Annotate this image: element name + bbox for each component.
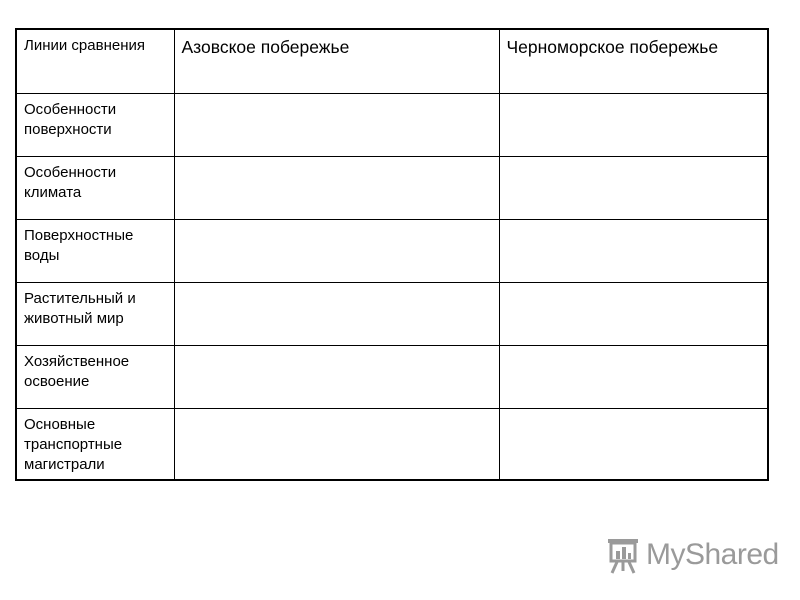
table-row bbox=[16, 156, 768, 219]
table-row bbox=[16, 282, 768, 345]
table-row bbox=[16, 345, 768, 408]
azov-value-cell bbox=[174, 408, 499, 480]
row-label-cell: Особенности поверхности bbox=[16, 93, 174, 156]
row-label-cell: Поверхностные воды bbox=[16, 219, 174, 282]
watermark-text: MyShared bbox=[646, 538, 779, 571]
row-label-cell: Хозяйственное освоение bbox=[16, 345, 174, 408]
black-sea-value-cell bbox=[499, 93, 768, 156]
table-row bbox=[16, 93, 768, 156]
azov-value-cell bbox=[174, 282, 499, 345]
presentation-board-icon bbox=[606, 535, 640, 575]
header-label-cell: Линии сравнения bbox=[16, 29, 174, 93]
row-label-cell: Основные транспортные магистрали bbox=[16, 408, 174, 480]
black-sea-value-cell bbox=[499, 408, 768, 480]
azov-value-cell bbox=[174, 156, 499, 219]
table-header-row bbox=[16, 29, 768, 93]
black-sea-value-cell bbox=[499, 156, 768, 219]
comparison-table bbox=[15, 28, 769, 481]
header-black-sea-cell: Черноморское побережье bbox=[499, 29, 768, 93]
azov-value-cell bbox=[174, 93, 499, 156]
black-sea-value-cell bbox=[499, 219, 768, 282]
table-row bbox=[16, 219, 768, 282]
row-label-cell: Особенности климата bbox=[16, 156, 174, 219]
azov-value-cell bbox=[174, 345, 499, 408]
black-sea-value-cell bbox=[499, 345, 768, 408]
azov-value-cell bbox=[174, 219, 499, 282]
myshared-watermark bbox=[606, 533, 779, 577]
black-sea-value-cell bbox=[499, 282, 768, 345]
table-row bbox=[16, 408, 768, 480]
header-azov-cell: Азовское побережье bbox=[174, 29, 499, 93]
row-label-cell: Растительный и животный мир bbox=[16, 282, 174, 345]
